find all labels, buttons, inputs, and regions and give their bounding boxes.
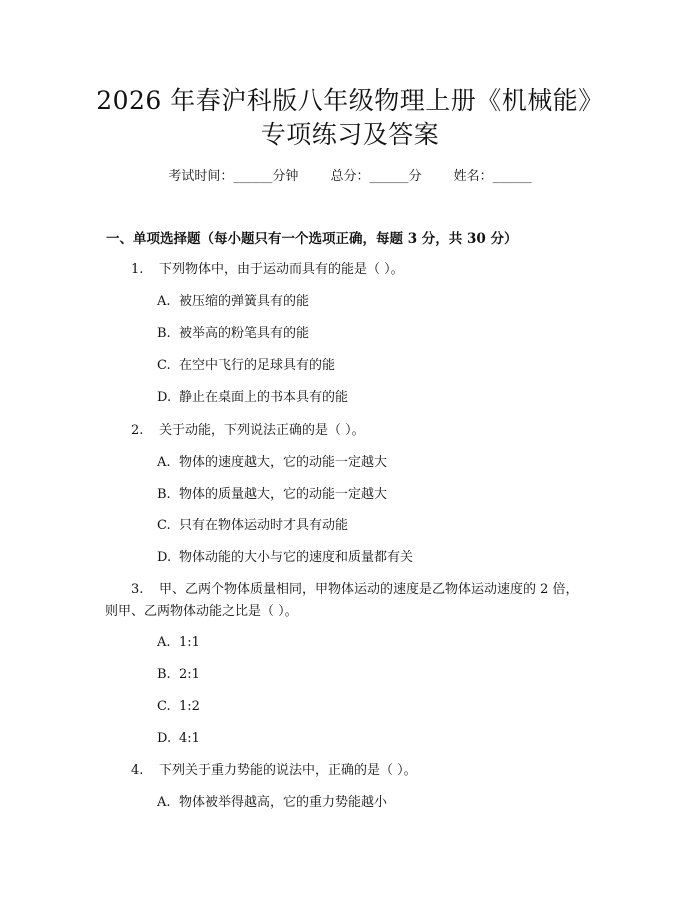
question-1-option-a bbox=[157, 293, 309, 311]
question-2-option-d bbox=[157, 549, 413, 567]
question-text: 关于动能，下列说法正确的是（ ）。 bbox=[159, 423, 365, 438]
option-text: 在空中飞行的足球具有的能 bbox=[179, 358, 336, 373]
exam-info-line bbox=[0, 168, 700, 186]
question-4-option-a bbox=[157, 794, 387, 812]
option-letter: A. bbox=[157, 635, 171, 650]
question-3-option-b bbox=[157, 666, 200, 684]
option-letter: D. bbox=[157, 550, 172, 565]
question-number: 1. bbox=[131, 262, 144, 277]
option-text: 物体被举得越高，它的重力势能越小 bbox=[179, 795, 388, 810]
option-letter: A. bbox=[157, 294, 171, 309]
question-1-option-c bbox=[157, 357, 335, 375]
option-text: 4:1 bbox=[179, 731, 200, 746]
option-text: 物体的质量越大，它的动能一定越大 bbox=[179, 487, 388, 502]
document-title-line-2: 专项练习及答案 bbox=[260, 120, 440, 149]
question-2-option-b bbox=[157, 486, 387, 504]
option-letter: D. bbox=[157, 390, 172, 405]
option-letter: C. bbox=[157, 518, 171, 533]
question-3 bbox=[131, 581, 579, 599]
option-letter: A. bbox=[157, 455, 171, 470]
option-text: 被压缩的弹簧具有的能 bbox=[179, 294, 310, 309]
question-2-option-c bbox=[157, 517, 348, 535]
option-text: 被举高的粉笔具有的能 bbox=[179, 326, 310, 341]
option-text: 2:1 bbox=[179, 667, 200, 682]
question-1-option-b bbox=[157, 325, 309, 343]
exam-time-field: 考试时间：______分钟 bbox=[168, 169, 299, 184]
question-1 bbox=[131, 261, 404, 279]
question-text: 下列物体中，由于运动而具有的能是（ ）。 bbox=[159, 262, 404, 277]
option-text: 1:2 bbox=[179, 699, 200, 714]
question-4 bbox=[131, 762, 417, 780]
option-letter: A. bbox=[157, 795, 171, 810]
question-2-option-a bbox=[157, 454, 387, 472]
question-number: 2. bbox=[131, 423, 144, 438]
option-text: 静止在桌面上的书本具有的能 bbox=[179, 390, 349, 405]
question-3-option-a bbox=[157, 634, 200, 652]
option-letter: D. bbox=[157, 731, 172, 746]
student-name-field: 姓名：______ bbox=[453, 169, 532, 184]
total-score-field: 总分：______分 bbox=[330, 169, 422, 184]
question-3-continued bbox=[105, 603, 298, 621]
question-3-option-d bbox=[157, 730, 200, 748]
option-text: 只有在物体运动时才具有动能 bbox=[179, 518, 349, 533]
question-number: 4. bbox=[131, 763, 144, 778]
question-3-option-c bbox=[157, 698, 200, 716]
question-number: 3. bbox=[131, 582, 144, 597]
option-letter: C. bbox=[157, 699, 171, 714]
question-text: 下列关于重力势能的说法中，正确的是（ ）。 bbox=[159, 763, 417, 778]
question-1-option-d bbox=[157, 389, 348, 407]
option-text: 物体的速度越大，它的动能一定越大 bbox=[179, 455, 388, 470]
document-title-line-1: 2026 年春沪科版八年级物理上册《机械能》 bbox=[96, 86, 604, 115]
question-text-line-1: 甲、乙两个物体质量相同，甲物体运动的速度是乙物体运动速度的 2 倍， bbox=[159, 582, 579, 597]
option-text: 物体动能的大小与它的速度和质量都有关 bbox=[179, 550, 414, 565]
option-letter: C. bbox=[157, 358, 171, 373]
option-letter: B. bbox=[157, 667, 171, 682]
section-heading-single-choice: 一、单项选择题（每小题只有一个选项正确，每题 3 分，共 30 分） bbox=[106, 231, 518, 247]
question-2 bbox=[131, 422, 365, 440]
option-letter: B. bbox=[157, 487, 171, 502]
question-text-line-2: 则甲、乙两物体动能之比是（ ）。 bbox=[105, 604, 298, 619]
option-text: 1:1 bbox=[179, 635, 200, 650]
option-letter: B. bbox=[157, 326, 171, 341]
